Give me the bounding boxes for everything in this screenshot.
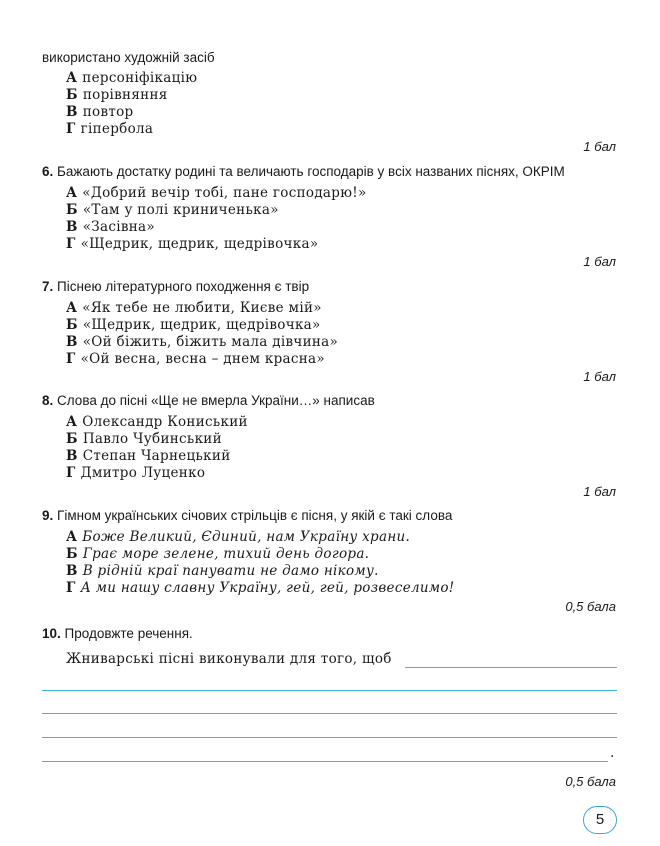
q7-text: Піснею літературного походження є твір: [57, 279, 310, 294]
q8-question: [42, 393, 375, 409]
q6-options: [66, 185, 367, 253]
q5-stem-tail: використано художній засіб: [42, 50, 215, 65]
answer-line-1[interactable]: [405, 667, 617, 668]
q9-question: [42, 508, 452, 524]
q7-question: [42, 279, 309, 295]
q6-option-b[interactable]: Б «Там у полі криниченька»: [66, 202, 279, 218]
q8-options: [66, 414, 248, 482]
q10-question: [42, 626, 193, 642]
q7-number: 7.: [42, 279, 54, 294]
q10-number: 10.: [42, 626, 61, 641]
q9-options: [66, 529, 455, 597]
q9-number: 9.: [42, 508, 54, 523]
q8-option-c[interactable]: В Степан Чарнецький: [66, 448, 231, 464]
answer-end-dot: .: [610, 745, 615, 761]
q9-text: Гімном українських січових стрільців є пісня, у якій є такі слова: [57, 508, 453, 523]
q6-number: 6.: [42, 164, 54, 179]
q9-score: 0,5 бала: [565, 599, 616, 614]
q6-question: [42, 164, 565, 180]
q5-options: [66, 70, 197, 138]
q7-option-d[interactable]: Г «Ой весна, весна – днем красна»: [66, 351, 325, 367]
q6-score: 1 бал: [583, 254, 616, 269]
q6-option-c[interactable]: В «Засівна»: [66, 219, 155, 235]
q6-text: Бажають достатку родині та величають господарів у всіх названих піснях, ОКРІМ: [57, 164, 565, 179]
answer-line-5[interactable]: [42, 761, 608, 762]
q10-text: Продовжте речення.: [64, 626, 193, 641]
q5-option-a[interactable]: А персоніфікацію: [66, 70, 198, 86]
q8-score: 1 бал: [583, 484, 616, 499]
q6-option-a[interactable]: А «Добрий вечір тобі, пане господарю!»: [66, 185, 367, 201]
q7-option-b[interactable]: Б «Щедрик, щедрик, щедрівочка»: [66, 317, 321, 333]
q8-option-d[interactable]: Г Дмитро Луценко: [66, 465, 206, 481]
q8-number: 8.: [42, 393, 54, 408]
q8-option-b[interactable]: Б Павло Чубинський: [66, 431, 222, 447]
q5-option-c[interactable]: В повтор: [66, 104, 134, 120]
q5-score: 1 бал: [583, 139, 616, 154]
q5-option-b[interactable]: Б порівняння: [66, 87, 168, 103]
q7-options: [66, 300, 338, 368]
q8-option-a[interactable]: А Олександр Кониський: [66, 414, 248, 430]
page-number: 5: [583, 806, 617, 834]
q5-option-d[interactable]: Г гіпербола: [66, 121, 154, 137]
q7-option-a[interactable]: А «Як тебе не любити, Києве мій»: [66, 300, 322, 316]
answer-line-2[interactable]: [42, 690, 617, 691]
q7-score: 1 бал: [583, 369, 616, 384]
q9-option-a[interactable]: А Боже Великий, Єдиний, нам Україну храни.: [66, 529, 411, 545]
answer-line-3[interactable]: [42, 713, 617, 714]
q6-option-d[interactable]: Г «Щедрик, щедрик, щедрівочка»: [66, 236, 319, 252]
q10-score: 0,5 бала: [565, 774, 616, 789]
answer-line-4[interactable]: [42, 737, 617, 738]
q10-prompt: Жниварські пісні виконували для того, щоб: [66, 651, 392, 667]
q9-option-b[interactable]: Б Грає море зелене, тихий день догора.: [66, 546, 370, 562]
q8-text: Слова до пісні «Ще не вмерла України…» написав: [57, 393, 375, 408]
q9-option-c[interactable]: В В рідній краї панувати не дамо нікому.: [66, 563, 379, 579]
q7-option-c[interactable]: В «Ой біжить, біжить мала дівчина»: [66, 334, 339, 350]
q9-option-d[interactable]: Г А ми нашу славну Україну, гей, гей, розвеселимо!: [66, 580, 455, 596]
